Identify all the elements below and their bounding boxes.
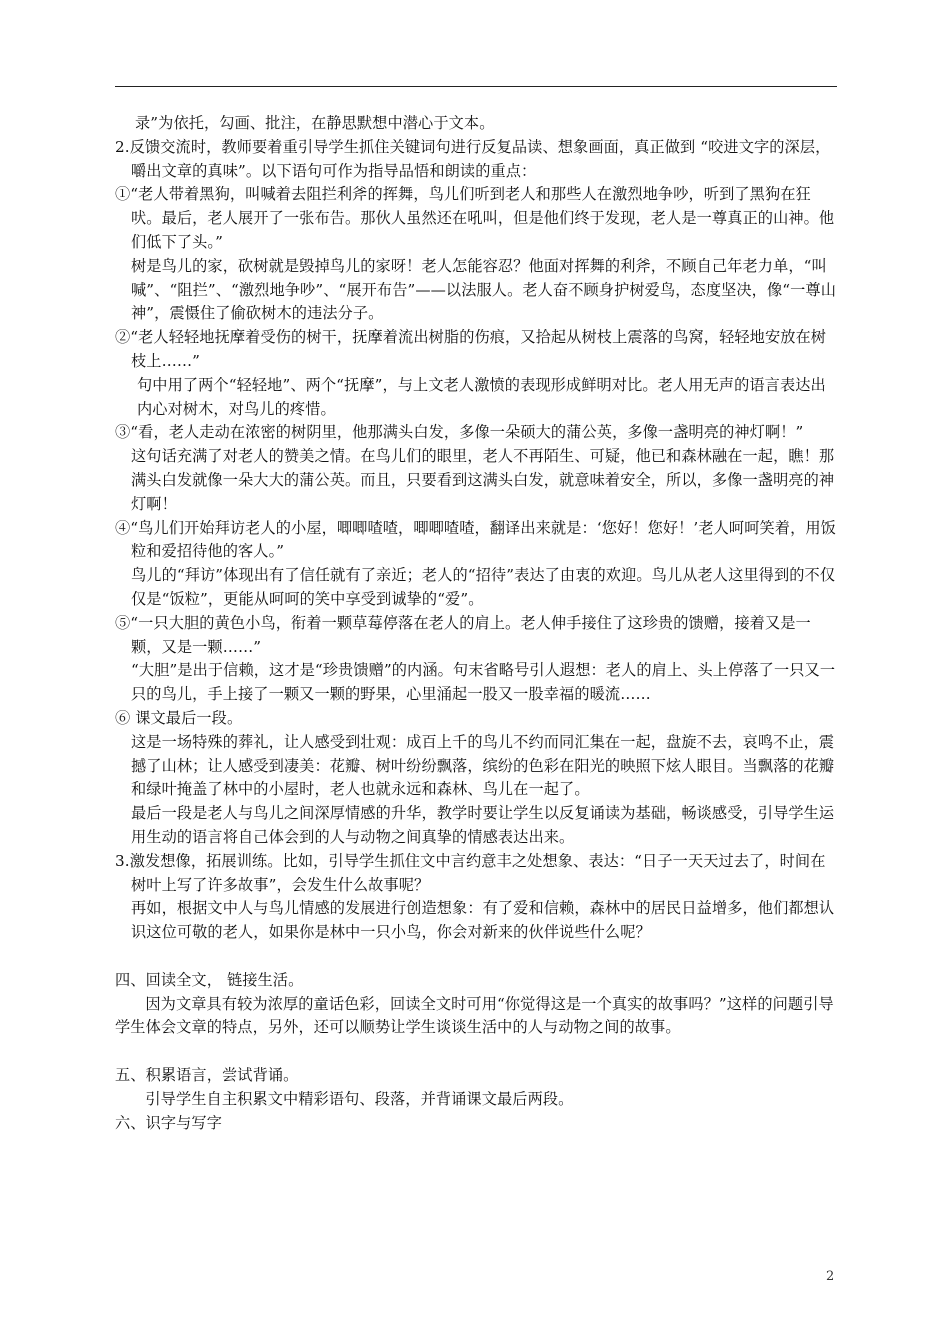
header-rule [115,86,837,87]
note-3: 这句话充满了对老人的赞美之情。在鸟儿们的眼里，老人不再陌生、可疑，他已和森林融在一起，瞧！那满头白发就像一朵大大的蒲公英。而且，只要看到这满头白发，就意味着安全，所以，多像一盏明亮的神灯啊！ [131,447,835,513]
section-4-heading: 四、回读全文， 链接生活。 [115,970,304,989]
quote-5: ⑤“一只大胆的黄色小鸟，衔着一颗草莓停落在老人的肩上。老人伸手接住了这珍贵的馈赠，接着又是一颗，又是一颗……” [115,613,811,656]
section-4-body: 因为文章具有较为浓厚的童话色彩，回读全文时可用“你觉得这是一个真实的故事吗？”这样的问题引导学生体会文章的特点，另外，还可以顺势让学生谈谈生活中的人与动物之间的故事。 [115,994,834,1037]
section-5-heading: 五、积累语言，尝试背诵。 [115,1066,299,1085]
note-6b: 最后一段是老人与鸟儿之间深厚情感的升华，教学时要让学生以反复诵读为基础，畅谈感受，引导学生运用生动的语言将自己体会到的人与动物之间真挚的情感表达出来。 [131,804,835,846]
note-5: “大胆”是出于信赖，这才是“珍贵馈赠”的内涵。句末省略号引人遐想：老人的肩上、头上停落了一只又一只的鸟儿，手上接了一颗又一颗的野果，心里涌起一股又一股幸福的暖流…… [131,661,836,704]
note-7: 再如，根据文中人与鸟儿情感的发展进行创造想象：有了爱和信赖，森林中的居民日益增多，他们都想认识这位可敬的老人，如果你是林中一只小鸟，你会对新来的伙伴说些什么呢？ [131,899,835,942]
page-content [115,112,840,1136]
note-6a: 这是一场特殊的葬礼，让人感受到壮观：成百上千的鸟儿不约而同汇集在一起，盘旋不去，哀鸣不止，震撼了山林；让人感受到凄美：花瓣、树叶纷纷飘落，缤纷的色彩在阳光的映照下炫人眼目。当飘落的花瓣和绿叶掩盖了林中的小屋时，老人也就永远和森林、鸟儿在一起了。 [131,732,835,799]
note-1: 树是鸟儿的家，砍树就是毁掉鸟儿的家呀！老人怎能容忍？他面对挥舞的利斧，不顾自己年老力单，“叫喊”、“阻拦”、“激烈地争吵”、“展开布告”——以法服人。老人奋不顾身护树爱鸟，态度坚决，像“一尊山神”，震慑住了偷砍树木的违法分子。 [131,256,836,323]
quote-6: ⑥ 课文最后一段。 [115,708,243,727]
quote-2: ②“老人轻轻地抚摩着受伤的树干，抚摩着流出树脂的伤痕，又拾起从树枝上震落的鸟窝，轻轻地安放在树枝上……” [115,328,827,370]
section-5-body: 引导学生自主积累文中精彩语句、段落，并背诵课文最后两段。 [145,1090,574,1109]
note-2: 句中用了两个“轻轻地”、两个“抚摩”，与上文老人激愤的表现形成鲜明对比。老人用无声的语言表达出内心对树木，对鸟儿的疼惜。 [137,375,826,418]
section-6-heading: 六、识字与写字 [115,1113,223,1132]
step-2-title: 2.反馈交流时，教师要着重引导学生抓住关键词句进行反复品读、想象画面，真正做到 “咬进文字的深层，嚼出文章的真味”。以下语句可作为指导品悟和朗读的重点： [115,137,831,180]
quote-3: ③“看，老人走动在浓密的树阴里，他那满头白发，多像一朵硕大的蒲公英，多像一盏明亮的神灯啊！” [115,423,804,442]
page-number: 2 [826,1269,835,1284]
quote-1: ①“老人带着黑狗，叫喊着去阻拦利斧的挥舞，鸟儿们听到老人和那些人在激烈地争吵，听到了黑狗在狂吠。最后，老人展开了一张布告。那伙人虽然还在吼叫，但是他们终于发现，老人是一尊真正的山神。他们低下了头。” [115,185,835,251]
quote-4: ④“鸟儿们开始拜访老人的小屋，唧唧喳喳，唧唧喳喳，翻译出来就是：‘您好！您好！’老人呵呵笑着，用饭粒和爱招待他的客人。” [115,518,836,561]
note-4: 鸟儿的“拜访”体现出有了信任就有了亲近；老人的“招待”表达了由衷的欢迎。鸟儿从老人这里得到的不仅仅是“饭粒”，更能从呵呵的笑中享受到诚挚的“爱”。 [131,566,836,608]
step-3-title: 3.激发想像，拓展训练。比如，引导学生抓住文中言约意丰之处想象、表达：“日子一天天过去了，时间在树叶上写了许多故事”，会发生什么故事呢？ [115,851,826,894]
intro-line: 录”为依托，勾画、批注，在静思默想中潜心于文本。 [135,114,495,132]
